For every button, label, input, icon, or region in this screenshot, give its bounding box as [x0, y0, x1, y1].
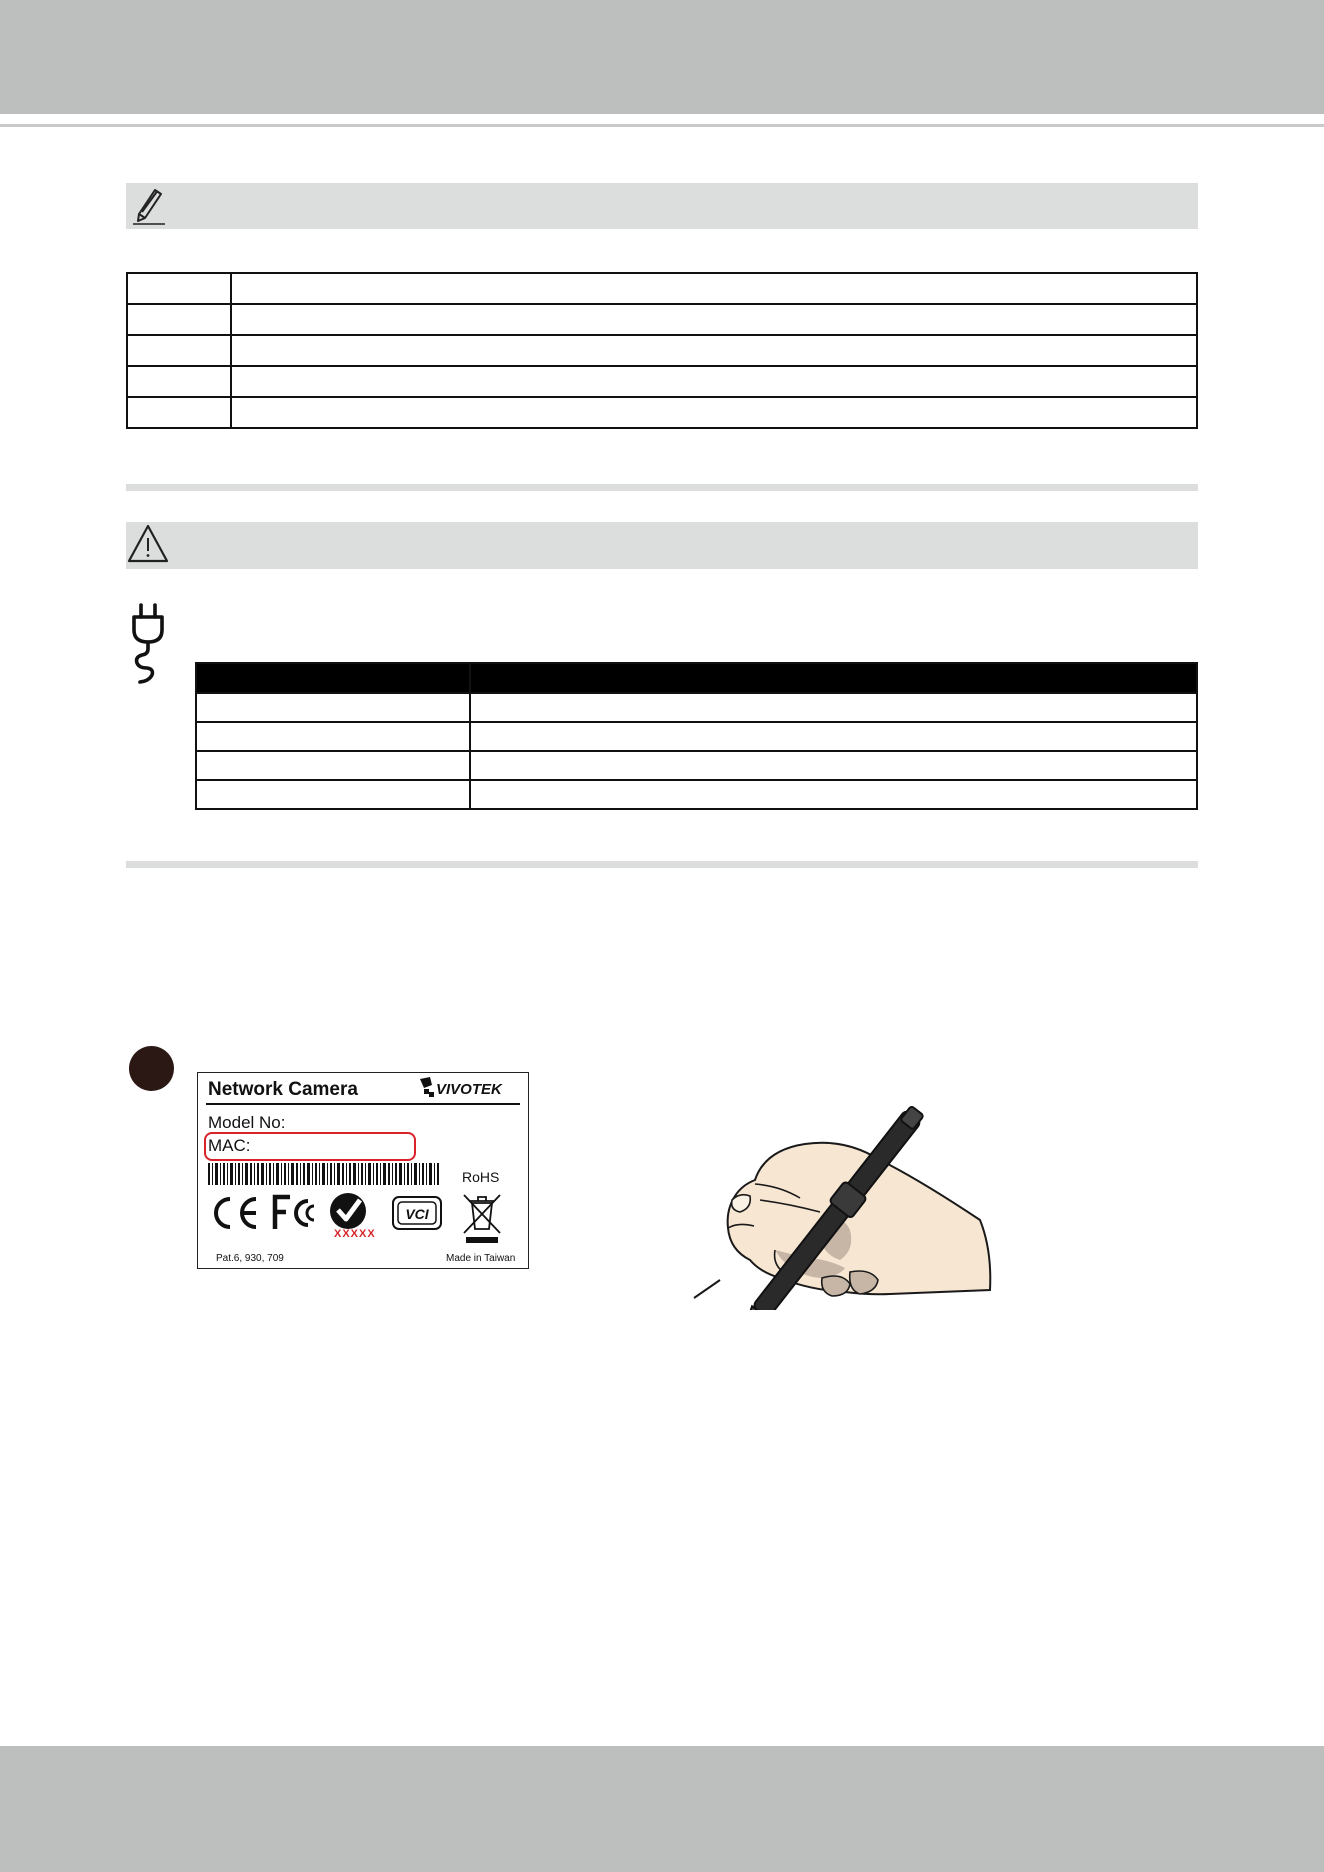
- weee-bin-icon: [460, 1191, 504, 1245]
- title-underline: [206, 1103, 520, 1105]
- warning-triangle-icon: [126, 522, 170, 566]
- patent-text: Pat.6, 930, 709: [216, 1253, 284, 1264]
- footer-band: [0, 1746, 1324, 1872]
- table-row: [127, 273, 1197, 304]
- vcci-mark-icon: [391, 1195, 443, 1231]
- rohs-mark: RoHS: [462, 1169, 500, 1185]
- table-row: [196, 780, 1197, 809]
- brand-logo: VIVOTEK: [436, 1081, 502, 1098]
- barcode: [208, 1163, 442, 1185]
- section-divider: [126, 484, 1198, 491]
- origin-text: Made in Taiwan: [446, 1253, 516, 1264]
- power-plug-icon: [128, 602, 170, 686]
- step-marker: [129, 1046, 174, 1091]
- cert-code: XXXXX: [334, 1228, 376, 1240]
- c-tick-mark-icon: [328, 1191, 372, 1231]
- hand-holding-pen-icon: [680, 1100, 1010, 1310]
- table-row: [127, 335, 1197, 366]
- table-row: [196, 722, 1197, 751]
- table-row: [127, 397, 1197, 428]
- header-band: [0, 0, 1324, 114]
- table-header-row: [196, 663, 1197, 693]
- product-label: [197, 1072, 529, 1269]
- svg-text:VCI: VCI: [405, 1206, 429, 1222]
- table-row: [127, 366, 1197, 397]
- table-row: [127, 304, 1197, 335]
- table-row: [196, 751, 1197, 780]
- pencil-icon: [130, 186, 168, 226]
- model-field: Model No:: [208, 1113, 286, 1132]
- power-table: [195, 662, 1198, 810]
- note-table: [126, 272, 1198, 429]
- warning-bar: [126, 522, 1198, 569]
- label-title: Network Camera: [208, 1079, 358, 1100]
- fcc-mark-icon: [272, 1193, 320, 1233]
- section-divider: [126, 861, 1198, 868]
- table-row: [196, 693, 1197, 722]
- camera-logo-icon: [418, 1076, 436, 1100]
- note-bar: [126, 183, 1198, 229]
- mac-field: MAC:: [208, 1136, 251, 1155]
- ce-mark-icon: [208, 1193, 262, 1233]
- header-divider: [0, 124, 1324, 127]
